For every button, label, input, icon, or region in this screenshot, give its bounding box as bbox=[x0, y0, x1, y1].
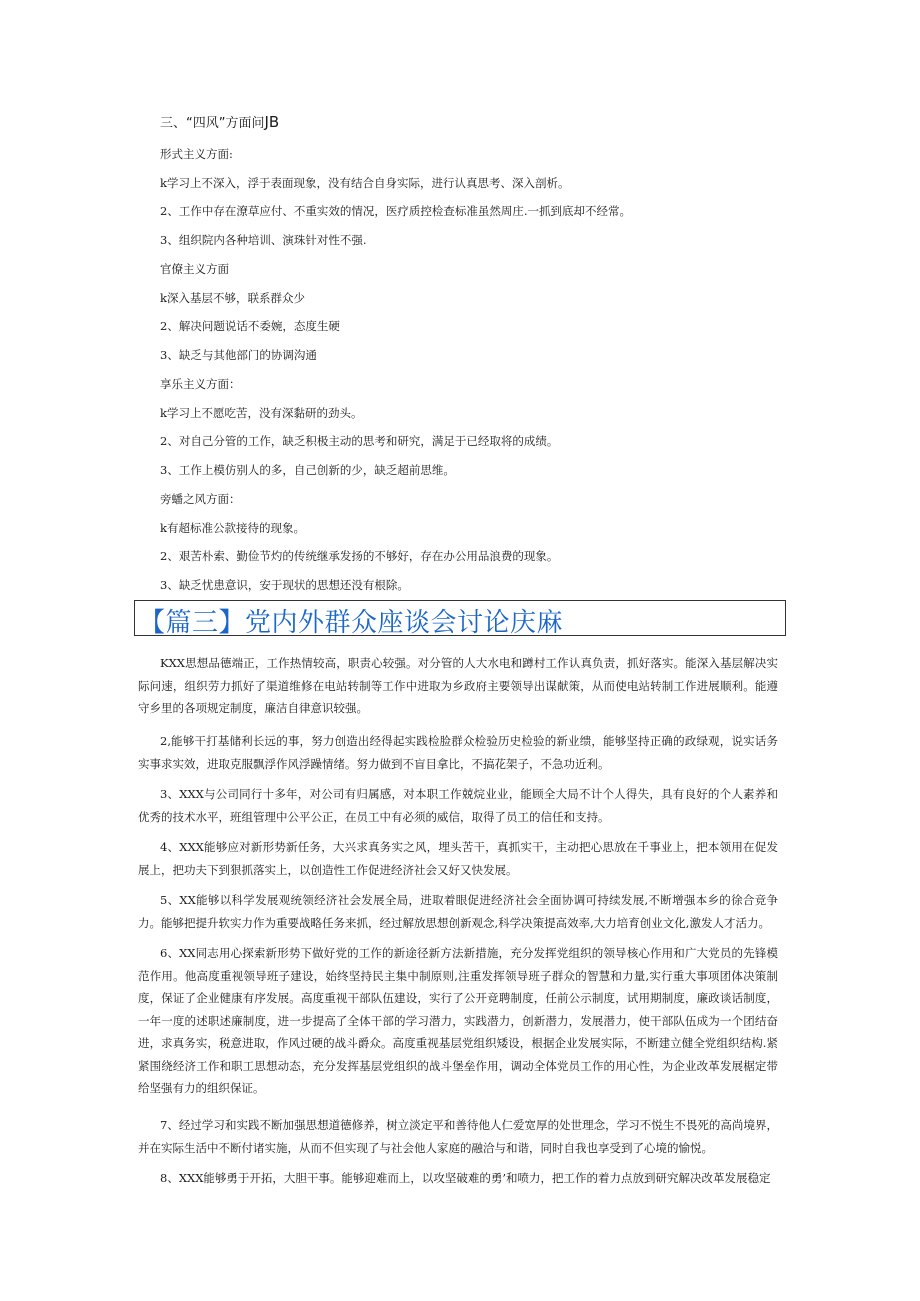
paragraph: 4、XXX能够应对新形势新任务，大兴求真务实之风，埋头苦干，真抓实干，主动把心思放在千事业上，把本领用在促发展上，把功夫下到狠抓落实上，以创造性工作促进经济社会又好又快发展。 bbox=[138, 840, 778, 877]
list-line: 官僚主义方面 bbox=[160, 262, 229, 276]
list-line: 3、缺乏忧患意识，安于现状的思想还没有根除。 bbox=[160, 578, 409, 592]
list-line: 形式主义方面: bbox=[160, 147, 233, 161]
list-line: 旁蟠之风方面： bbox=[160, 492, 241, 506]
paragraph: 6、XX同志用心探索新形势下做好党的工作的新途径新方法新措施，充分发挥党组织的领导核心作用和广大党员的先锋模范作用。他高度重视领导班子建设，始终坚持民主集中制原则,注重发挥领导班子群众的智慧和力量,实行重大事项团体决策制度，保证了企业健康有序发展。高度重视干部队伍建设，实行了公开竞聘制度，任前公示制度，试用期制度，廉政谈话制度，一年一度的述职述廉制度，进一步提高了全体干部的学习潜力，实践潜力，创新潜力，发展潜力，使干部队伍成为一个团结奋进，求真务实，税意进取，作风过硬的战斗爵众。高度重视基层党组织矮设，根据企业发展实际，不断建立健全党组织结构.紧紧围绕经济工作和职工思想动态，充分发挥基层党组织的战斗堡垒作用，调动全体党员工作的用心性，为企业改革发展椐定带给坚强有力的组织保证。 bbox=[138, 946, 778, 1095]
paragraph: 8、XXX能够勇于开拓，大胆干事。能够迎难而上，以攻坚破难的勇’和喷力，把工作的着力点放到研究解决改革发展稳定 bbox=[160, 1171, 771, 1185]
paragraph: KXX思想品德端正，工作热情较高，职责心较强。对分管的人大水电和蹲村工作认真负责，抓好落实。能深入基层解决实际问速，组织劳力抓好了渠道维修在电站转制等工作中进取为乡政府主要领导出谋献策，从而使电站转制工作进展顺利。能遵守乡里的各项规定制度，廉洁自律意识较强。 bbox=[138, 656, 778, 715]
list-line: k学习上不深入，浮于表面现象，没有结合自身实际，进行认真思考、深入剖析。 bbox=[160, 176, 570, 190]
list-line: 2、工作中存在潦草应付、不重实效的情况，医疗质控检查标准虽然周庄.一抓到底却不经常。 bbox=[160, 204, 631, 218]
section-heading-text: 三、“四风”方面问 bbox=[160, 116, 265, 131]
list-line: 3、工作上模仿别人的多，自己创新的少，缺乏超前思维。 bbox=[160, 463, 455, 477]
paragraph: 7、经过学习和实践不断加强思想道德修养，树立淡定平和善待他人仁爱宽厚的处世理念，学习不悦生不畏死的高尚境界，并在实际生活中不断付诸实施，从而不但实现了与社会他人家庭的融洽与和谐，同时自我也享受到了心境的愉悦。 bbox=[138, 1118, 778, 1155]
section-heading bbox=[160, 112, 279, 131]
list-line: k深入基层不够，联系群众少 bbox=[160, 291, 305, 305]
list-line: 2、艰苦朴索、勤俭节灼的传统继承发扬的不够好，存在办公用品浪费的现象。 bbox=[160, 549, 559, 563]
paragraph: 3、XXX与公司同行十多年，对公司有归属感，对本职工作兢烷业业，能顾全大局不计个人得失，具有良好的个人素养和优秀的技术水平，班组管理中公平公正，在员工中有必须的威信，取得了员工的信任和支持。 bbox=[138, 787, 778, 824]
list-line: 3、缺乏与其他部门的协调沟通 bbox=[160, 348, 317, 362]
section-heading-suffix: JB bbox=[264, 113, 280, 131]
list-line: k有超标准公款接待的现象。 bbox=[160, 521, 305, 535]
chapter-title-box bbox=[134, 600, 786, 636]
paragraph: 2,能够干打基储利长远的事，努力创造出经得起实践检脸群众检验历史检验的新业缋，能够坚持正确的政绿观，说实话务实事求实效，进取克服飘浮作风浮躁情绪。努力做到不盲目拿比，不搞花架子，不急功近利。 bbox=[138, 734, 778, 771]
list-line: k学习上不愿吃苦，没有深黏研的劲头。 bbox=[160, 406, 363, 420]
list-line: 2、对自己分管的工作，缺乏积极主动的思考和研究，满足于已经取将的成绩。 bbox=[160, 434, 559, 448]
list-line: 2、解决问题说话不委婉，态度生硬 bbox=[160, 319, 340, 333]
list-line: 享乐主义方面： bbox=[160, 377, 241, 391]
paragraph: 5、XX能够以科学发展观统领经济社会发展全局，进取着眼促进经济社会全面协调可持续发展,不断增强本乡的徐合竞争力。能够把提升软实力作为重要战略任务来抓，经过解放思想创新观念,科学决策提高效率,大力培育创业文化,激发人才活力。 bbox=[138, 893, 778, 930]
chapter-title: 【篇三】党内外群众座谈会讨论庆麻 bbox=[139, 608, 564, 638]
list-line: 3、组织院内各种培训、演珠针对性不强. bbox=[160, 233, 367, 247]
